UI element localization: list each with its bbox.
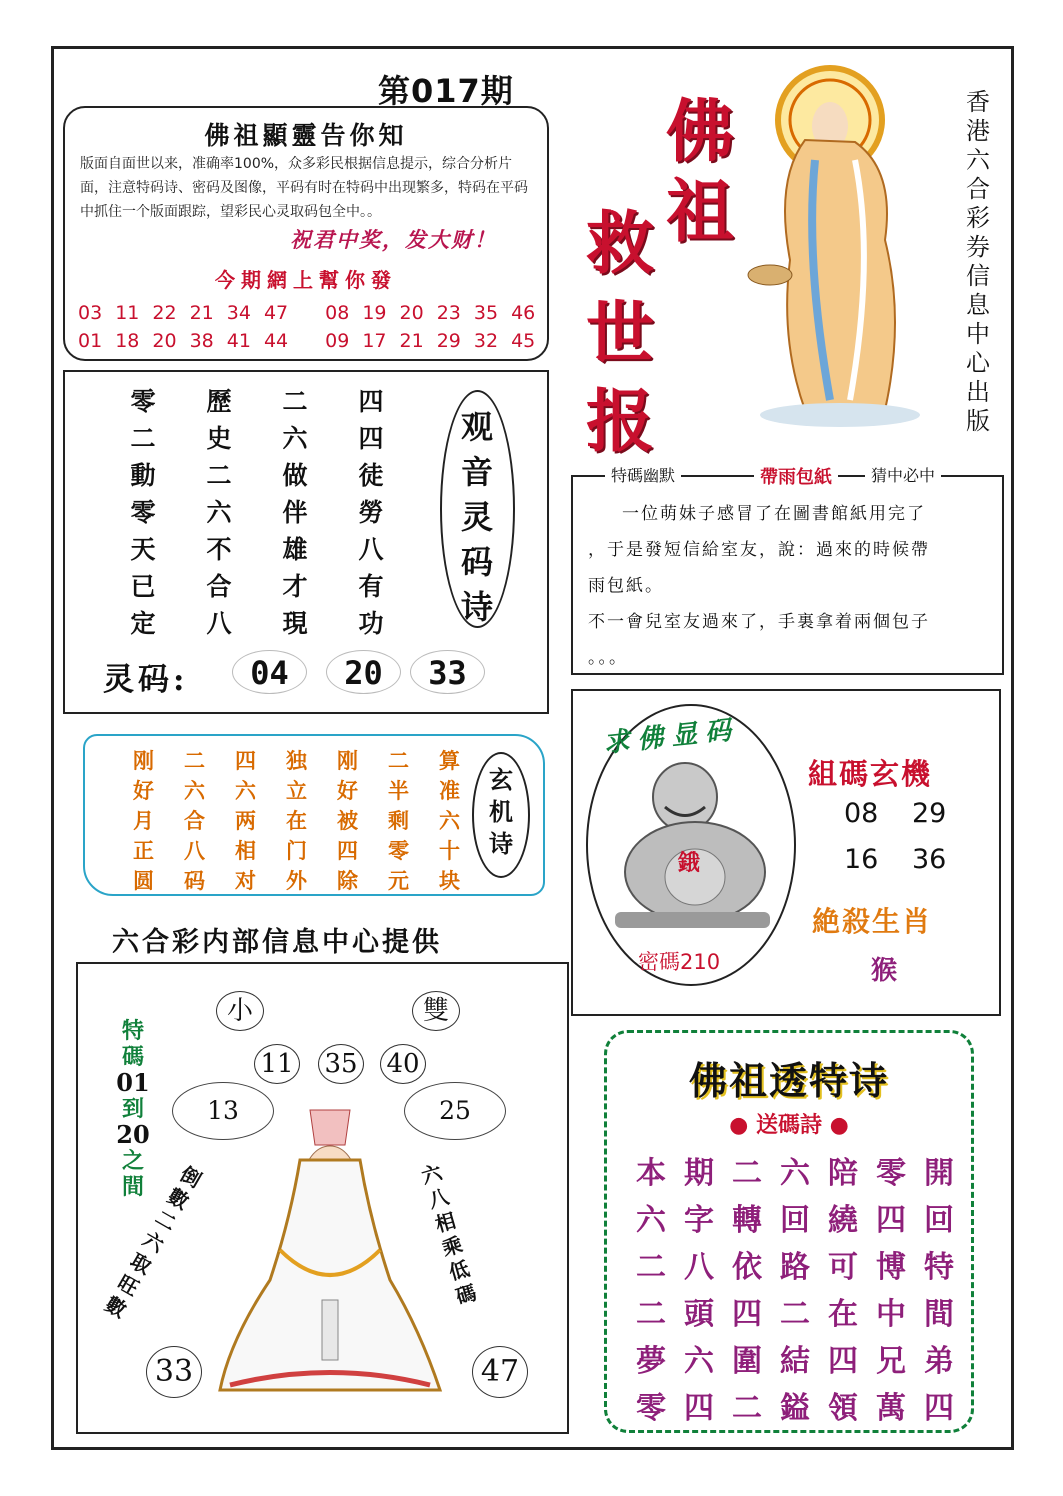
kill-zodiac: 猴 [871,956,898,986]
xuanji-char: 零 [388,838,409,863]
poem-char: 六 [282,424,308,453]
title-char: 佛 [666,92,735,172]
tou-char: 弟 [924,1344,954,1379]
xuanji-char: 半 [388,778,409,803]
number-row-1 [78,302,538,324]
tou-char: 六 [636,1203,666,1238]
xuanji-char: 对 [235,868,256,893]
number-row-2 [78,330,538,352]
tou-char: 頭 [684,1297,714,1332]
tou-char: 二 [636,1250,666,1285]
buddha-stamp: 鋨 [678,850,701,876]
xuanji-char: 十 [439,838,460,863]
tou-char: 回 [924,1203,954,1238]
title-char: 祖 [666,172,735,252]
tou-char: 四 [828,1344,858,1379]
title-char: 世 [586,294,655,374]
poem-char: 功 [358,609,384,638]
top-number: 40 [380,1044,426,1084]
poem-char: 動 [130,461,156,490]
tou-char: 本 [636,1156,666,1191]
xuanji-char: 好 [133,778,154,803]
tou-char: 鎰 [780,1391,810,1426]
tou-char: 間 [924,1297,954,1332]
xuanji-char: 六 [439,808,460,833]
number: 11 [115,302,140,324]
tou-char: 陪 [828,1156,858,1191]
xuanji-char: 四 [337,838,358,863]
poem-char: 二 [130,424,156,453]
number: 32 [473,330,499,352]
lingma-label: 灵码: [103,662,189,698]
poem-char: 歷 [206,387,232,416]
tou-char: 回 [780,1203,810,1238]
number: 21 [189,302,214,324]
xuanji-char: 四 [235,748,256,773]
number: 01 [78,330,103,352]
combo-number: 29 [912,798,947,829]
lingma-number: 04 [232,650,307,694]
joke-line: 不一會兒室友過來了，手裏拿着兩個包子 [588,612,930,632]
lingma-number: 33 [410,650,485,694]
right-vertical-hint: 六八相乘低碼 [418,1160,480,1309]
tou-char: 博 [876,1250,906,1285]
xuanji-char: 码 [184,868,205,893]
tou-char: 四 [732,1297,762,1332]
poem-char: 有 [358,572,384,601]
xuanji-char: 八 [184,838,205,863]
xuanji-char: 正 [133,838,154,863]
number: 03 [78,302,103,324]
xuanji-char: 刚 [337,748,358,773]
small-badge: 小 [216,991,264,1031]
poem-char: 六 [206,498,232,527]
special-poem-subtitle: ● 送碼詩 ● [729,1112,849,1138]
tou-char: 依 [732,1250,762,1285]
right-number-oval: 25 [404,1082,506,1140]
number: 34 [226,302,251,324]
poem-char: 才 [282,572,308,601]
tou-char: 零 [636,1391,666,1426]
joke-body [588,496,996,676]
tema-char: 到 [121,1096,144,1122]
poem-char: 現 [282,609,308,638]
tema-char: 碼 [121,1044,144,1070]
xuanji-char: 被 [337,808,358,833]
number: 44 [263,330,289,352]
xuanji-char: 剩 [388,808,409,833]
left-vertical-hint: 倒數二六取旺數 [101,1161,206,1323]
tou-char: 結 [780,1344,810,1379]
laughing-buddha-image [605,752,780,932]
tou-char: 二 [636,1297,666,1332]
tou-char: 領 [828,1391,858,1426]
number: 08 [325,302,350,324]
poem-char: 天 [130,535,156,564]
bottom-right-number: 47 [472,1346,528,1398]
intro-text: 版面自面世以来，准确率100%，众多彩民根据信息提示，综合分析片面，注意特码诗、密码及图像，平码有时在特码中出现繁多，特码在平码中抓住一个版面跟踪，望彩民心灵取码包全中。。 [80,156,528,220]
left-number-oval: 13 [172,1082,274,1140]
tou-char: 轉 [732,1203,762,1238]
tema-char: 01 [116,1068,150,1097]
xuanji-char: 二 [388,748,409,773]
xuanji-char: 圆 [133,868,154,893]
poem-char: 做 [282,461,308,490]
poem-char: 定 [130,609,156,638]
slogan: 祝君中奖，发大财！ [290,228,497,252]
tou-char: 四 [876,1203,906,1238]
double-badge: 雙 [412,991,460,1031]
xuanji-char: 两 [235,808,256,833]
poem-char: 已 [130,572,156,601]
number: 41 [226,330,251,352]
poem-char: 合 [206,572,232,601]
special-poem-grid [627,1150,963,1432]
joke-line: 。。。 [588,648,628,668]
joke-header-title: 帶雨包紙 [754,463,838,489]
xuanji-char: 外 [286,868,307,893]
kill-zodiac-title: 絶殺生肖 [812,905,933,938]
xuanji-char: 合 [184,808,205,833]
poem-char: 二 [206,461,232,490]
combo-number: 16 [844,844,879,875]
number: 20 [152,330,177,352]
number: 47 [263,302,289,324]
poem-char: 四 [358,387,384,416]
joke-line: 雨包紙。 [588,576,664,596]
tema-char: 間 [121,1174,144,1200]
tema-char: 20 [116,1120,150,1149]
pray-title: 求佛显码 [602,714,741,760]
number: 19 [362,302,387,324]
poem-grid [105,383,410,642]
tou-char: 二 [732,1391,762,1426]
tou-char: 六 [684,1344,714,1379]
tou-char: 圍 [732,1344,762,1379]
tou-char: 字 [684,1203,714,1238]
number: 23 [436,302,461,324]
xuanji-char: 除 [337,868,358,893]
poem-char: 零 [130,498,156,527]
tou-char: 八 [684,1250,714,1285]
publisher-vertical: 香港六合彩券信息中心出版 [966,88,990,435]
poem-char: 零 [130,387,156,416]
title-char: 救 [586,204,655,284]
tou-char: 開 [924,1156,954,1191]
tou-char: 夢 [636,1344,666,1379]
poem-char: 史 [206,424,232,453]
tou-char: 四 [924,1391,954,1426]
xuanji-char: 六 [235,778,256,803]
intro-title: 佛祖顯靈告你知 [204,121,408,150]
number: 45 [511,330,536,352]
special-poem-subtitle-text: 送碼詩 [755,1112,822,1138]
online-help-title: 今期網上幫你發 [215,268,397,292]
xuanji-char: 六 [184,778,205,803]
xuanji-char: 月 [133,808,154,833]
xuanji-title: 玄机诗 [489,765,513,858]
tou-char: 二 [732,1156,762,1191]
top-number: 35 [318,1044,364,1084]
password-code: 密碼210 [638,950,721,974]
guanyin-seated-image [210,1100,450,1410]
tou-char: 零 [876,1156,906,1191]
provider-line: 六合彩内部信息中心提供 [112,927,442,958]
top-number: 11 [254,1044,300,1084]
number: 09 [325,330,350,352]
poem-title: 观音灵码诗 [460,408,493,626]
xuanji-char: 二 [184,748,205,773]
xuanji-char: 立 [286,778,307,803]
joke-header-left: 特碼幽默 [605,463,681,486]
joke-line: 一位萌妹子感冒了在圖書館紙用完了 [622,504,926,524]
tou-char: 六 [780,1156,810,1191]
xuanji-char: 在 [286,808,307,833]
number: 20 [399,302,424,324]
number: 35 [473,302,499,324]
tou-char: 四 [684,1391,714,1426]
xuanji-char: 门 [286,838,307,863]
number: 46 [511,302,536,324]
combo-title: 組碼玄機 [808,757,933,791]
xuanji-grid [118,746,475,896]
tou-char: 中 [876,1297,906,1332]
combo-number: 08 [844,798,879,829]
poem-char: 八 [206,609,232,638]
tou-char: 二 [780,1297,810,1332]
tou-char: 在 [828,1297,858,1332]
poem-char: 伴 [282,498,308,527]
tou-char: 繞 [828,1203,858,1238]
tou-char: 期 [684,1156,714,1191]
tema-char: 特 [121,1018,144,1044]
xuanji-char: 相 [235,838,256,863]
tou-char: 萬 [876,1391,906,1426]
special-poem-title: 佛祖透特诗 [688,1058,889,1103]
poem-char: 八 [358,535,384,564]
poem-char: 勞 [358,498,384,527]
xuanji-char: 刚 [133,748,154,773]
xuanji-char: 好 [337,778,358,803]
number: 21 [399,330,424,352]
xuanji-char: 算 [439,748,460,773]
title-char: 报 [586,382,655,462]
poem-char: 雄 [282,535,308,564]
tou-char: 可 [828,1250,858,1285]
issue-number: 第017期 [378,72,514,110]
poem-char: 四 [358,424,384,453]
xuanji-char: 独 [286,748,307,773]
number: 22 [152,302,177,324]
number: 18 [115,330,140,352]
tema-char: 之 [121,1148,144,1174]
number: 29 [436,330,461,352]
xuanji-char: 准 [439,778,460,803]
number: 17 [362,330,387,352]
guanyin-standing-image [735,60,945,430]
lingma-number: 20 [326,650,401,694]
joke-header-right: 猜中必中 [865,463,941,486]
tema-range-vertical [116,1018,150,1200]
number: 38 [189,330,214,352]
poem-char: 二 [282,387,308,416]
poem-char: 不 [206,535,232,564]
xuanji-char: 元 [388,868,409,893]
combo-number: 36 [912,844,947,875]
poem-char: 徒 [358,461,384,490]
joke-line: ，于是發短信給室友，說：過來的時候帶 [588,540,930,560]
xuanji-char: 块 [439,868,460,893]
tou-char: 兄 [876,1344,906,1379]
bottom-left-number: 33 [146,1346,202,1398]
tou-char: 特 [924,1250,954,1285]
tou-char: 路 [780,1250,810,1285]
